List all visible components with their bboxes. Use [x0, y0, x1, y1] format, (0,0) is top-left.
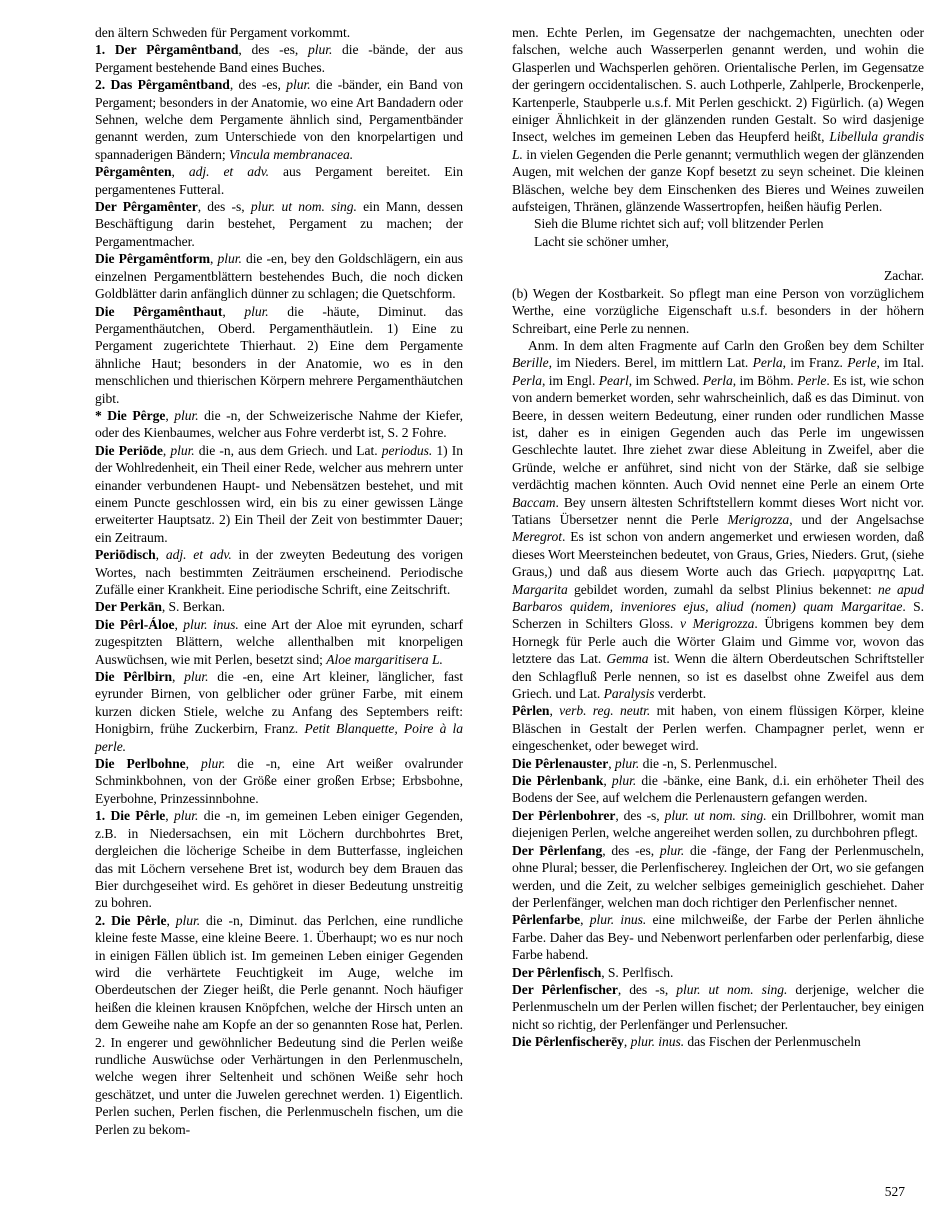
- entry-perlenfarbe: [512, 911, 924, 963]
- text-segment: plur.: [184, 669, 209, 685]
- entry-pergamenthaut: [95, 303, 463, 407]
- verse-attribution: [512, 267, 924, 284]
- text-segment: Perle: [847, 355, 877, 371]
- entry-pergamentband-2: [95, 76, 463, 163]
- headword: Der Pêrlenfischer: [512, 981, 618, 997]
- entry-pergamentband-1: [95, 41, 463, 76]
- headword: Periōdisch: [95, 547, 156, 563]
- verse-line-1: [512, 215, 924, 232]
- headword: Pêrlen: [512, 703, 550, 719]
- text-segment: , im Ital.: [876, 355, 924, 371]
- headword: Die Pêrgamênthaut: [95, 303, 223, 319]
- text-segment: plur.: [659, 842, 685, 858]
- headword: 1. Der Pêrgamêntband: [95, 42, 239, 58]
- entry-perlbohne: [95, 755, 463, 807]
- text-segment: , im Nieders. Berel, im mittlern Lat.: [548, 355, 753, 371]
- entry-periode: [95, 442, 463, 546]
- text-segment: ,: [171, 669, 185, 685]
- text-segment: derjenige, welcher die Perlenmuscheln um der Perlen willen fischet; der Perlentaucher, bey einigen nicht so richtig, der Perlenfänger und Perlensucher.: [512, 981, 924, 1032]
- text-segment: ,: [162, 442, 171, 458]
- text-segment: plur.: [174, 808, 199, 824]
- text-segment: periodus.: [381, 442, 433, 458]
- headword: Die Periōde: [95, 442, 163, 458]
- text-segment: ,: [210, 251, 218, 267]
- entry-perlenfang: [512, 842, 924, 912]
- para-kostbarkeit: [512, 285, 924, 337]
- entry-perlenbohrer: [512, 807, 924, 842]
- headword: Die Pêrl-Áloe: [95, 616, 175, 632]
- entry-perl-aloe: [95, 616, 463, 668]
- text-segment: . Bey unsern ältesten Schriftstellern kommt dieses Wort nicht vor. Tatians Übersetzer nennt die Perle: [512, 494, 924, 527]
- headword: Die Pêrlenfischerēy: [512, 1034, 624, 1050]
- headword: * Die Pêrge: [95, 407, 166, 423]
- text-segment: plur.: [217, 251, 242, 267]
- entry-perlbirn: [95, 668, 463, 755]
- text-segment: plur.: [170, 442, 195, 458]
- text-segment: Perla: [752, 355, 783, 371]
- text-segment: Libellula grandis L.: [512, 129, 924, 162]
- headword: Der Pêrlenfisch: [512, 964, 602, 980]
- text-segment: verderbt.: [654, 686, 707, 702]
- text-segment: die -bände, der aus Pergament bestehende Band eines Buches.: [95, 42, 463, 75]
- text-segment: Vincula membranacea.: [229, 146, 354, 162]
- text-segment: in vielen Gegenden die Perle genannt; vermuthlich wegen der glänzenden Augen, mit welchen der ganze Kopf besetzt zu seyn scheinet. Die kleinen Bläschen, welche bey dem Einschenken des Bieres und Weines zuweilen aufsteigen, Thränen, glänzende Wassertropfen, heißen häufig Perlen.: [512, 146, 924, 215]
- text-segment: eine Art der Aloe mit eyrunden, scharf zugespitzten Blättern, welche allenthalben mit knorpeligen Auswüchsen, wie mit Perlen, besetzt sind;: [95, 616, 463, 667]
- text-segment: , im Engl.: [541, 372, 599, 388]
- text-segment: (b) Wegen der Kostbarkeit. So pflegt man eine Person von vorzüglichem Werthe, eine vorzügliche Eigenschaft u.s.f. besonders in der höhern Schreibart, eine Perle zu nennen.: [512, 285, 924, 336]
- headword: Pêrgamênten: [95, 164, 172, 180]
- text-segment: Petit Blanquette, Poire à la perle.: [95, 721, 463, 754]
- text-segment: , im Franz.: [782, 355, 848, 371]
- text-segment: die -n, S. Perlenmuschel.: [639, 755, 778, 771]
- entry-periodisch: [95, 546, 463, 598]
- headword: 2. Das Pêrgamêntband: [95, 77, 230, 93]
- text-segment: ,: [603, 773, 612, 789]
- text-segment: plur.: [307, 42, 333, 58]
- text-segment: plur.: [175, 912, 201, 928]
- text-segment: mit haben, von einem flüssigen Körper, kleine Bläschen in Gestalt der Perlen werfen. Champagner perlet, wenn er eingeschenket, oder beweget wird.: [512, 703, 924, 754]
- text-segment: , S. Perlfisch.: [601, 964, 674, 980]
- text-segment: Zachar.: [883, 268, 924, 284]
- entry-perlen-verb: [512, 702, 924, 754]
- para-anmerkung: [512, 337, 924, 703]
- headword: Pêrlenfarbe: [512, 912, 581, 928]
- text-segment: ist. Wenn die ältern Oberdeutschen Schriftsteller den Schlagfluß Perle nennen, so ist es daselbst ohne Zweifel aus dem Griech. und Lat.: [512, 651, 924, 702]
- text-segment: plur. ut nom. sing.: [250, 199, 357, 215]
- text-segment: . S. Scherzen in Schilters Gloss.: [512, 599, 924, 632]
- text-segment: ,: [171, 164, 189, 180]
- headword: Der Pêrlenbohrer: [512, 807, 616, 823]
- entry-perlenbank: [512, 772, 924, 807]
- verse-line-2: [512, 233, 924, 250]
- text-segment: , S. Berkan.: [161, 599, 226, 615]
- text-segment: die -n, der Schweizerische Nahme der Kiefer, oder des Kienbaumes, welcher aus Fohre verderbt ist, S. 2 Fohre.: [95, 407, 464, 441]
- headword: Die Pêrlenauster: [512, 755, 609, 771]
- text-segment: plur.: [201, 756, 226, 772]
- text-segment: adj. et adv.: [188, 164, 270, 180]
- entry-perge: [95, 407, 463, 442]
- text-segment: ,: [166, 912, 176, 928]
- text-segment: plur.: [174, 407, 199, 423]
- text-segment: , des -s,: [615, 807, 665, 823]
- text-segment: ne apud Barbaros quidem, inveniores ejus, aliud (nomen) quam Margaritae: [512, 581, 924, 614]
- headword: Der Perkān: [95, 599, 162, 615]
- text-segment: Pearl: [598, 372, 629, 388]
- text-segment: Meregrot: [512, 529, 562, 545]
- text-segment: . Übrigens kommen bey dem Hornegk für Perle auch die Wörter Glaim und Gimme vor, wovon das letztere das Lat.: [512, 616, 924, 667]
- entry-pergamenten: [95, 163, 463, 198]
- text-segment: , und der Angelsachse: [789, 511, 924, 527]
- text-segment: ,: [165, 808, 175, 824]
- headword: 2. Die Pêrle: [95, 912, 167, 928]
- headword: Der Pêrlenfang: [512, 842, 603, 858]
- text-segment: Merigrozza: [727, 511, 790, 527]
- headword: Die Perlbohne: [95, 756, 186, 772]
- left-column: [95, 24, 463, 1138]
- entry-perle-2: [95, 912, 463, 1138]
- text-segment: plur. ut nom. sing.: [664, 807, 767, 823]
- text-segment: , des -s,: [617, 981, 677, 997]
- entry-perkan: [95, 598, 463, 615]
- text-segment: , des -es,: [238, 42, 308, 58]
- text-segment: die -fänge, der Fang der Perlenmuscheln, ohne Plural; besser, die Perlenfischerey. Ingleichen der Ort, wo sie gefangen werden, und die Zeit, zu welcher selbiges gemeiniglich geschiehet. Daher der Perlenfänger, welchen man doch richtiger den Perlenfischer nennet.: [512, 842, 924, 910]
- text-segment: Sieh die Blume richtet sich auf; voll blitzender Perlen: [534, 216, 824, 232]
- entry-perlenfischer: [512, 981, 924, 1033]
- text-segment: plur.: [244, 303, 269, 319]
- text-segment: Lacht sie schöner umher,: [534, 233, 669, 249]
- text-segment: aus Pergament bereitet. Ein pergamentenes Futteral.: [95, 164, 463, 197]
- text-segment: . Es ist, wie schon von andern bemerket worden, sehr wahrscheinlich, daß es das Diminut. von Beere, in dessen weitern Bedeutung, einer runden oder rundlichen Masse ist, daher es in einigen Gegenden auch das Perle im ungewissen Geschlechte lautet. Ihre ziehet zwar diese Ableitung in Zweifel, aber die Gründe, welche er anführet, sind nicht von der Stärke, daß sie selbige verdächtig machen könnten. Auch Ovid nennet eine Perle an einem Orte: [512, 372, 925, 493]
- entry-perlenfisch: [512, 964, 924, 981]
- text-segment: Margarita: [512, 581, 568, 597]
- text-segment: 1) In der Wohlredenheit, ein Theil einer Rede, welcher aus mehrern unter einander verbundenen Haupt- und Nebensätzen bestehet, und mit einem Puncte geschlossen wird, ein bis zu einer gewissen Länge erweiterter Hauptsatz. 2) Ein Theil der Zeit von bestimmter Dauer; ein Zeitraum.: [95, 442, 464, 545]
- text-segment: plur. inus.: [183, 616, 239, 632]
- text-segment: ,: [580, 912, 590, 928]
- text-segment: ,: [549, 703, 560, 719]
- entry-pergamenter: [95, 198, 463, 250]
- text-segment: in der zweyten Bedeutung des vorigen Wortes, nach bestimmten Zeiträumen erscheinend. Periodische Zufälle einer Krankheit. Eine periodische Schrift, eine Zeitschrift.: [95, 547, 463, 597]
- entry-perle-1: [95, 807, 463, 911]
- text-segment: ,: [155, 547, 166, 563]
- text-segment: verb. reg. neutr.: [559, 703, 651, 719]
- entry-pergamentform: [95, 250, 463, 302]
- headword: Der Pêrgamênter: [95, 199, 198, 215]
- text-segment: ,: [222, 303, 245, 319]
- text-segment: eine milchweiße, der Farbe der Perlen ähnliche Farbe. Daher das Bey- und Nebenwort perlenfarben oder perlenfarbig, diese Farbe habend.: [512, 912, 924, 963]
- entry-perlenauster: [512, 755, 924, 772]
- text-segment: Perla: [702, 372, 733, 388]
- text-segment: die -n, aus dem Griech. und Lat.: [194, 442, 382, 458]
- text-segment: das Fischen der Perlenmuscheln: [684, 1034, 861, 1050]
- text-segment: , im Schwed.: [628, 372, 703, 388]
- entry-perlenfischerey: [512, 1033, 924, 1050]
- text-segment: die -n, im gemeinen Leben einiger Gegenden, z.B. in Niedersachsen, ein mit Löchern durchbohrtes Bret, dergleichen die löcherige Scheibe in dem Butterfasse, ingleichen das mit Löchern versehene Bret ist, wodurch bey dem Brauen das Bier durchgeseihet wird. Es gehöret in dieser Bedeutung unstreitig zu bohren.: [95, 808, 463, 911]
- text-segment: die -bänke, eine Bank, d.i. ein erhöheter Theil des Bodens der See, auf welchem die Perlenaustern gefangen werden.: [512, 773, 925, 806]
- text-segment: , des -es,: [229, 77, 287, 93]
- text-segment: men. Echte Perlen, im Gegensatze der nachgemachten, unechten oder falschen, welche auch Wasserperlen genannt werden, und wohin die Glasperlen und Wachsperlen gehören. Orientalische Perlen, im Gegensatze der geringern occidentalischen. S. auch Lothperle, Zahlperle, Brockenperle, Kartenperle, Staubperle u.s.f. Mit Perlen geschickt. 2) Figürlich. (a) Wegen einiger Ähnlichkeit in der glänzenden runden Gestalt. So wird dasjenige Insect, welches im gemeinen Leben das Heupferd heißt,: [512, 25, 924, 145]
- headword: Die Pêrlbirn: [95, 669, 172, 685]
- headword: Die Pêrlenbank: [512, 773, 604, 789]
- text-segment: ,: [623, 1034, 631, 1050]
- text-segment: ,: [174, 616, 184, 632]
- right-column: [512, 24, 924, 1138]
- text-segment: . Es ist schon von andern angemerket und erwiesen worden, daß dieses Wort Meersteinchen bedeutet, von Graus, Gries, Nieders. Grut, (siehe Graus,) und daß aus diesem Worte auch das Griech. μαργαριτης Lat.: [512, 529, 924, 580]
- text-segment: die -en, eine Art kleiner, länglicher, fast eyrunder Birnen, von gelblicher oder grüner Farbe, mit einem kurzen dicken Stiele, welche zu Anfang des Septembers reift: Honigbirn, frühe Zuckerbirn, Franz.: [95, 669, 463, 737]
- page-number: 527: [884, 1184, 905, 1199]
- text-segment: Perle: [797, 372, 827, 388]
- text-segment: adj. et adv.: [165, 547, 232, 563]
- text-segment: plur.: [611, 773, 637, 789]
- text-segment: den ältern Schweden für Pergament vorkommt.: [95, 25, 351, 40]
- text-segment: ein Mann, dessen Beschäftigung darin bestehet, Pergament zu machen; der Pergamentmacher.: [95, 199, 463, 249]
- text-segment: plur. inus.: [589, 912, 647, 928]
- text-segment: plur.: [286, 77, 311, 93]
- headword: Die Pêrgamêntform: [95, 251, 211, 267]
- text-segment: die -bänder, ein Band von Pergament; besonders in der Anatomie, wo eine Art Bandadern oder Sehnen, welche dem Pergamente ähnlich sind, Pergamentbänder genannt werden, zum Unterschiede von den knorpelartigen und spannaderigen Bändern;: [95, 77, 463, 162]
- text-segment: die -en, bey den Goldschlägern, ein aus einzelnen Pergamentblättern bestehendes Buch, die noch dicken Goldblätter darin anfänglich dünner zu schlagen; die Quetschform.: [95, 251, 463, 302]
- text-segment: ,: [185, 756, 202, 772]
- text-segment: , des -es,: [602, 842, 660, 858]
- text-segment: Berille: [512, 355, 549, 371]
- continuation-perle-2: [512, 24, 924, 215]
- text-segment: plur.: [614, 755, 640, 771]
- text-segment: Aloe margaritisera L.: [326, 651, 443, 667]
- text-segment: ,: [165, 407, 175, 423]
- text-segment: ein Drillbohrer, womit man diejenigen Perlen, welche angereihet werden sollen, zu durchbohren pflegt.: [512, 807, 924, 841]
- text-segment: , des -s,: [197, 199, 251, 215]
- text-segment: v Merigrozza: [679, 616, 755, 632]
- text-segment: Perla: [512, 372, 542, 388]
- text-segment: die -n, eine Art weißer ovalrunder Schminkbohnen, von der Größe einer großen Erbse; Erbsbohne, Eyerbohne, Prinzessinnbohne.: [95, 756, 463, 806]
- text-segment: die -häute, Diminut. das Pergamenthäutchen, Oberd. Pergamenthäutlein. 1) Eine zu Pergament zugerichtete Thierhaut. 2) Eine dem Pergamente ähnliche Haut; besonders in der Anatomie, wo es in den menschlichen und thierischen Körpern mehrere Pergamenthäutchen gibt.: [95, 303, 464, 406]
- text-segment: plur. ut nom. sing.: [676, 981, 788, 997]
- text-segment: ,: [608, 755, 615, 771]
- text-segment: Anm. In dem alten Fragmente auf Carln den Großen bey dem Schilter: [528, 337, 924, 353]
- continuation-pergament: [95, 24, 463, 41]
- text-segment: gebildet worden, zumahl da selbst Plinius bekennet:: [567, 581, 878, 597]
- text-segment: Baccam: [512, 494, 556, 510]
- text-segment: plur. inus.: [630, 1034, 685, 1050]
- text-segment: die -n, Diminut. das Perlchen, eine rundliche kleine feste Masse, eine kleine Beere. 1. Überhaupt; wo es nur noch in einigen Fällen üblich ist. Im gemeinen Leben einiger Gegenden wird die verhärtete Feuchtigkeit im Auge, welche im Oberdeutschen der Zieger heißt, die Perle genannt. Noch häufiger heißen die kleinen krausen Knöpfchen, welche der Hirsch unten an dem Geweihe nahe am Kopfe an der so genannten Rose hat, Perlen. 2. In engerer und gewöhnlicher Bedeutung sind die Perlen weiße rundliche Auswüchse oder Verhärtungen in den Perlenmuscheln, welche wegen ihrer Seltenheit und schönen Weiße sehr hoch geschätzet, und unter die Juwelen gerechnet werden. 1) Eigentlich. Perlen suchen, Perlen fischen, die Perlenmuscheln fischen, um die Perlen zu bekom-: [95, 912, 464, 1137]
- text-segment: Gemma: [606, 651, 649, 667]
- text-segment: , im Böhm.: [732, 372, 798, 388]
- text-segment: Paralysis: [603, 686, 655, 702]
- headword: 1. Die Pêrle: [95, 808, 166, 824]
